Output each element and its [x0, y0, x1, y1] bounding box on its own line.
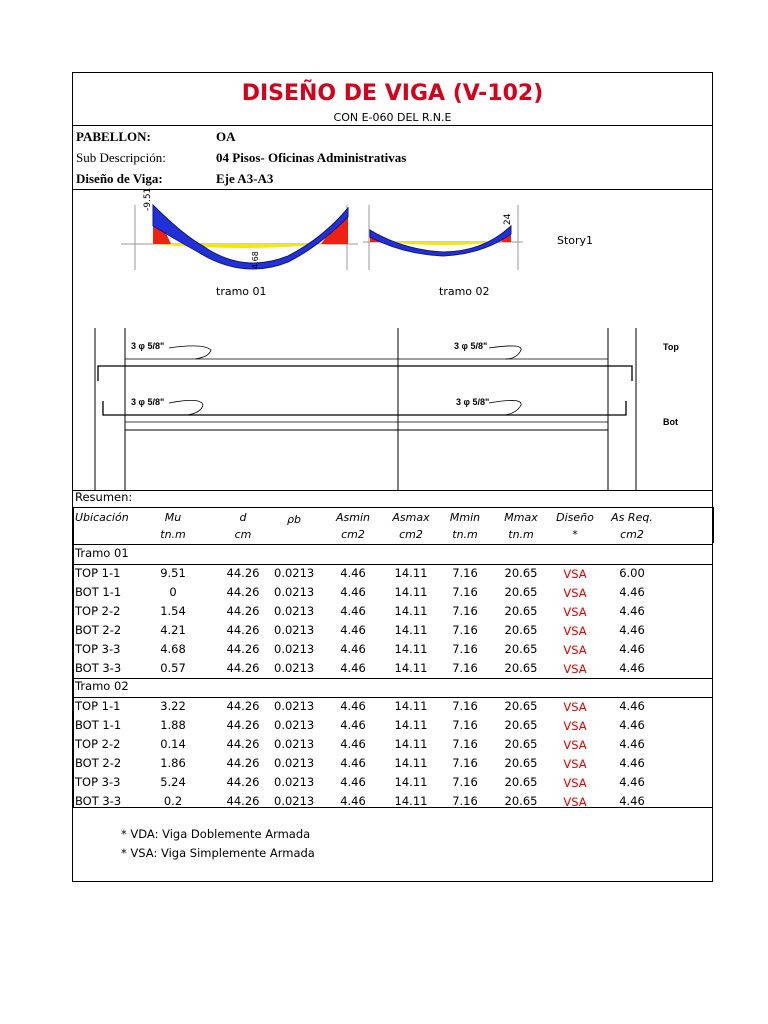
table-cell: 5.24: [160, 775, 186, 789]
design-type: VSA: [563, 738, 587, 752]
table-cell: 0.0213: [274, 699, 315, 713]
story-label: Story1: [557, 234, 594, 247]
table-cell: 7.16: [452, 642, 478, 656]
table-cell: 0.0213: [274, 566, 315, 580]
table-cell: TOP 2-2: [75, 604, 121, 618]
bar-callout: 3 φ 5/8": [456, 397, 490, 407]
table-cell: 9.51: [160, 566, 186, 580]
table-cell: 4.46: [340, 566, 366, 580]
table-cell: 44.26: [226, 566, 260, 580]
table-cell: BOT 2-2: [75, 756, 122, 770]
table-cell: 4.46: [619, 661, 645, 675]
table-cell: TOP 3-3: [75, 642, 121, 656]
table-cell: 14.11: [394, 775, 428, 789]
design-type: VSA: [563, 567, 587, 581]
table-cell: 4.46: [619, 585, 645, 599]
bar-callout: 3 φ 5/8": [131, 341, 165, 351]
moment-value: 24: [503, 213, 513, 225]
table-cell: 1.54: [160, 604, 186, 618]
column-header: As Req.: [611, 511, 653, 524]
table-cell: 7.16: [452, 756, 478, 770]
table-cell: 0.0213: [274, 794, 315, 808]
column-header: ρb: [287, 513, 301, 526]
info-value: OA: [216, 129, 236, 144]
bar-callout: 3 φ 5/8": [131, 397, 165, 407]
moment-value: 4.68: [251, 251, 260, 269]
column-header: Mmin: [449, 511, 481, 524]
table-cell: 44.26: [226, 585, 260, 599]
page-subtitle: CON E-060 DEL R.N.E: [333, 111, 452, 124]
tramo-header: Tramo 02: [75, 679, 129, 693]
table-cell: 4.46: [340, 623, 366, 637]
table-cell: BOT 1-1: [75, 585, 122, 599]
table-cell: 44.26: [226, 661, 260, 675]
table-cell: 0.57: [160, 661, 186, 675]
table-cell: 4.46: [619, 718, 645, 732]
table-cell: 4.46: [619, 756, 645, 770]
design-sheet: [72, 72, 713, 882]
tramo-label: tramo 02: [439, 285, 490, 298]
info-label: Diseño de Viga:: [76, 171, 163, 186]
table-cell: 20.65: [504, 794, 538, 808]
page-title: DISEÑO DE VIGA (V-102): [241, 81, 544, 106]
table-cell: BOT 1-1: [75, 718, 122, 732]
table-cell: 0: [169, 585, 177, 599]
column-unit: cm: [234, 528, 252, 541]
table-cell: 20.65: [504, 756, 538, 770]
table-cell: 7.16: [452, 737, 478, 751]
tramo-header: Tramo 01: [75, 546, 129, 560]
table-cell: 7.16: [452, 623, 478, 637]
table-cell: 7.16: [452, 699, 478, 713]
table-cell: 7.16: [452, 585, 478, 599]
table-cell: 0.14: [160, 737, 186, 751]
table-cell: 7.16: [452, 604, 478, 618]
table-cell: 0.0213: [274, 756, 315, 770]
table-cell: 20.65: [504, 775, 538, 789]
table-cell: 0.0213: [274, 718, 315, 732]
table-cell: 14.11: [394, 699, 428, 713]
design-type: VSA: [563, 700, 587, 714]
design-type: VSA: [563, 586, 587, 600]
table-cell: 0.0213: [274, 642, 315, 656]
design-type: VSA: [563, 795, 587, 809]
table-cell: 4.46: [340, 718, 366, 732]
table-cell: 4.46: [340, 585, 366, 599]
table-cell: 4.46: [340, 737, 366, 751]
table-cell: BOT 3-3: [75, 661, 122, 675]
table-cell: 14.11: [394, 642, 428, 656]
reinforcement-sketch: [73, 323, 712, 483]
table-cell: TOP 1-1: [75, 699, 121, 713]
table-cell: 14.11: [394, 718, 428, 732]
results-table: [73, 507, 712, 807]
table-cell: 14.11: [394, 737, 428, 751]
table-cell: TOP 1-1: [75, 566, 121, 580]
column-unit: cm2: [399, 528, 423, 541]
column-header: Mu: [164, 511, 182, 524]
table-cell: 4.46: [340, 661, 366, 675]
design-type: VSA: [563, 776, 587, 790]
column-unit: cm2: [620, 528, 644, 541]
table-cell: TOP 2-2: [75, 737, 121, 751]
table-cell: 4.46: [340, 794, 366, 808]
column-header: Asmax: [392, 511, 430, 524]
column-unit: *: [572, 528, 578, 541]
column-header: Ubicación: [75, 511, 129, 524]
table-cell: 44.26: [226, 699, 260, 713]
table-cell: BOT 3-3: [75, 794, 122, 808]
design-type: VSA: [563, 643, 587, 657]
design-type: VSA: [563, 719, 587, 733]
table-cell: 14.11: [394, 604, 428, 618]
table-cell: 44.26: [226, 718, 260, 732]
table-cell: 14.11: [394, 623, 428, 637]
note-vda: * VDA: Viga Doblemente Armada: [121, 827, 311, 841]
table-cell: 4.21: [160, 623, 186, 637]
table-cell: 0.0213: [274, 604, 315, 618]
table-cell: 0.0213: [274, 585, 315, 599]
table-cell: 14.11: [394, 794, 428, 808]
table-cell: 4.46: [340, 699, 366, 713]
column-unit: tn.m: [508, 528, 534, 541]
table-cell: 4.46: [340, 604, 366, 618]
table-cell: 20.65: [504, 661, 538, 675]
table-cell: 44.26: [226, 623, 260, 637]
table-cell: 20.65: [504, 604, 538, 618]
top-label: Top: [663, 342, 679, 352]
table-cell: 0.0213: [274, 623, 315, 637]
table-cell: 14.11: [394, 661, 428, 675]
table-cell: 4.46: [619, 642, 645, 656]
info-label: PABELLON:: [76, 129, 151, 144]
table-cell: 14.11: [394, 566, 428, 580]
resumen-label: Resumen:: [75, 490, 133, 504]
column-unit: cm2: [341, 528, 365, 541]
table-cell: 7.16: [452, 775, 478, 789]
table-cell: 44.26: [226, 642, 260, 656]
design-type: VSA: [563, 662, 587, 676]
table-cell: 1.88: [160, 718, 186, 732]
column-header: Asmin: [336, 511, 370, 524]
table-cell: TOP 3-3: [75, 775, 121, 789]
table-cell: 0.0213: [274, 775, 315, 789]
table-cell: 20.65: [504, 585, 538, 599]
design-type: VSA: [563, 757, 587, 771]
table-cell: 44.26: [226, 775, 260, 789]
table-cell: 20.65: [504, 623, 538, 637]
info-value: 04 Pisos- Oficinas Administrativas: [216, 150, 407, 165]
table-cell: 44.26: [226, 737, 260, 751]
table-cell: 7.16: [452, 794, 478, 808]
table-cell: 3.22: [160, 699, 186, 713]
note-vsa: * VSA: Viga Simplemente Armada: [121, 846, 315, 860]
table-cell: 44.26: [226, 794, 260, 808]
tramo-label: tramo 01: [216, 285, 267, 298]
table-cell: 1.86: [160, 756, 186, 770]
table-cell: 0.0213: [274, 661, 315, 675]
table-cell: 4.46: [619, 737, 645, 751]
info-value: Eje A3-A3: [216, 171, 274, 186]
design-type: VSA: [563, 605, 587, 619]
table-cell: 4.46: [619, 794, 645, 808]
table-cell: BOT 2-2: [75, 623, 122, 637]
column-header: Diseño: [556, 511, 594, 524]
table-cell: 4.46: [340, 642, 366, 656]
table-cell: 7.16: [452, 661, 478, 675]
table-cell: 7.16: [452, 566, 478, 580]
table-cell: 44.26: [226, 756, 260, 770]
table-cell: 44.26: [226, 604, 260, 618]
table-cell: 20.65: [504, 718, 538, 732]
table-cell: 4.46: [340, 775, 366, 789]
design-type: VSA: [563, 624, 587, 638]
column-header: Mmax: [504, 511, 538, 524]
table-cell: 4.46: [619, 699, 645, 713]
table-cell: 4.68: [160, 642, 186, 656]
table-cell: 6.00: [619, 566, 645, 580]
table-cell: 4.46: [619, 775, 645, 789]
table-cell: 0.2: [163, 794, 183, 808]
column-unit: tn.m: [160, 528, 186, 541]
table-cell: 4.46: [619, 623, 645, 637]
table-cell: 20.65: [504, 642, 538, 656]
info-label: Sub Descripción:: [76, 150, 166, 165]
table-cell: 20.65: [504, 737, 538, 751]
moment-value: -9.51: [143, 187, 153, 211]
table-cell: 4.46: [340, 756, 366, 770]
table-cell: 14.11: [394, 585, 428, 599]
table-cell: 20.65: [504, 566, 538, 580]
table-cell: 0.0213: [274, 737, 315, 751]
bar-callout: 3 φ 5/8": [454, 341, 488, 351]
table-cell: 14.11: [394, 756, 428, 770]
bot-label: Bot: [663, 417, 678, 427]
table-cell: 20.65: [504, 699, 538, 713]
column-unit: tn.m: [452, 528, 478, 541]
table-cell: 7.16: [452, 718, 478, 732]
column-header: d: [239, 511, 247, 524]
table-cell: 4.46: [619, 604, 645, 618]
